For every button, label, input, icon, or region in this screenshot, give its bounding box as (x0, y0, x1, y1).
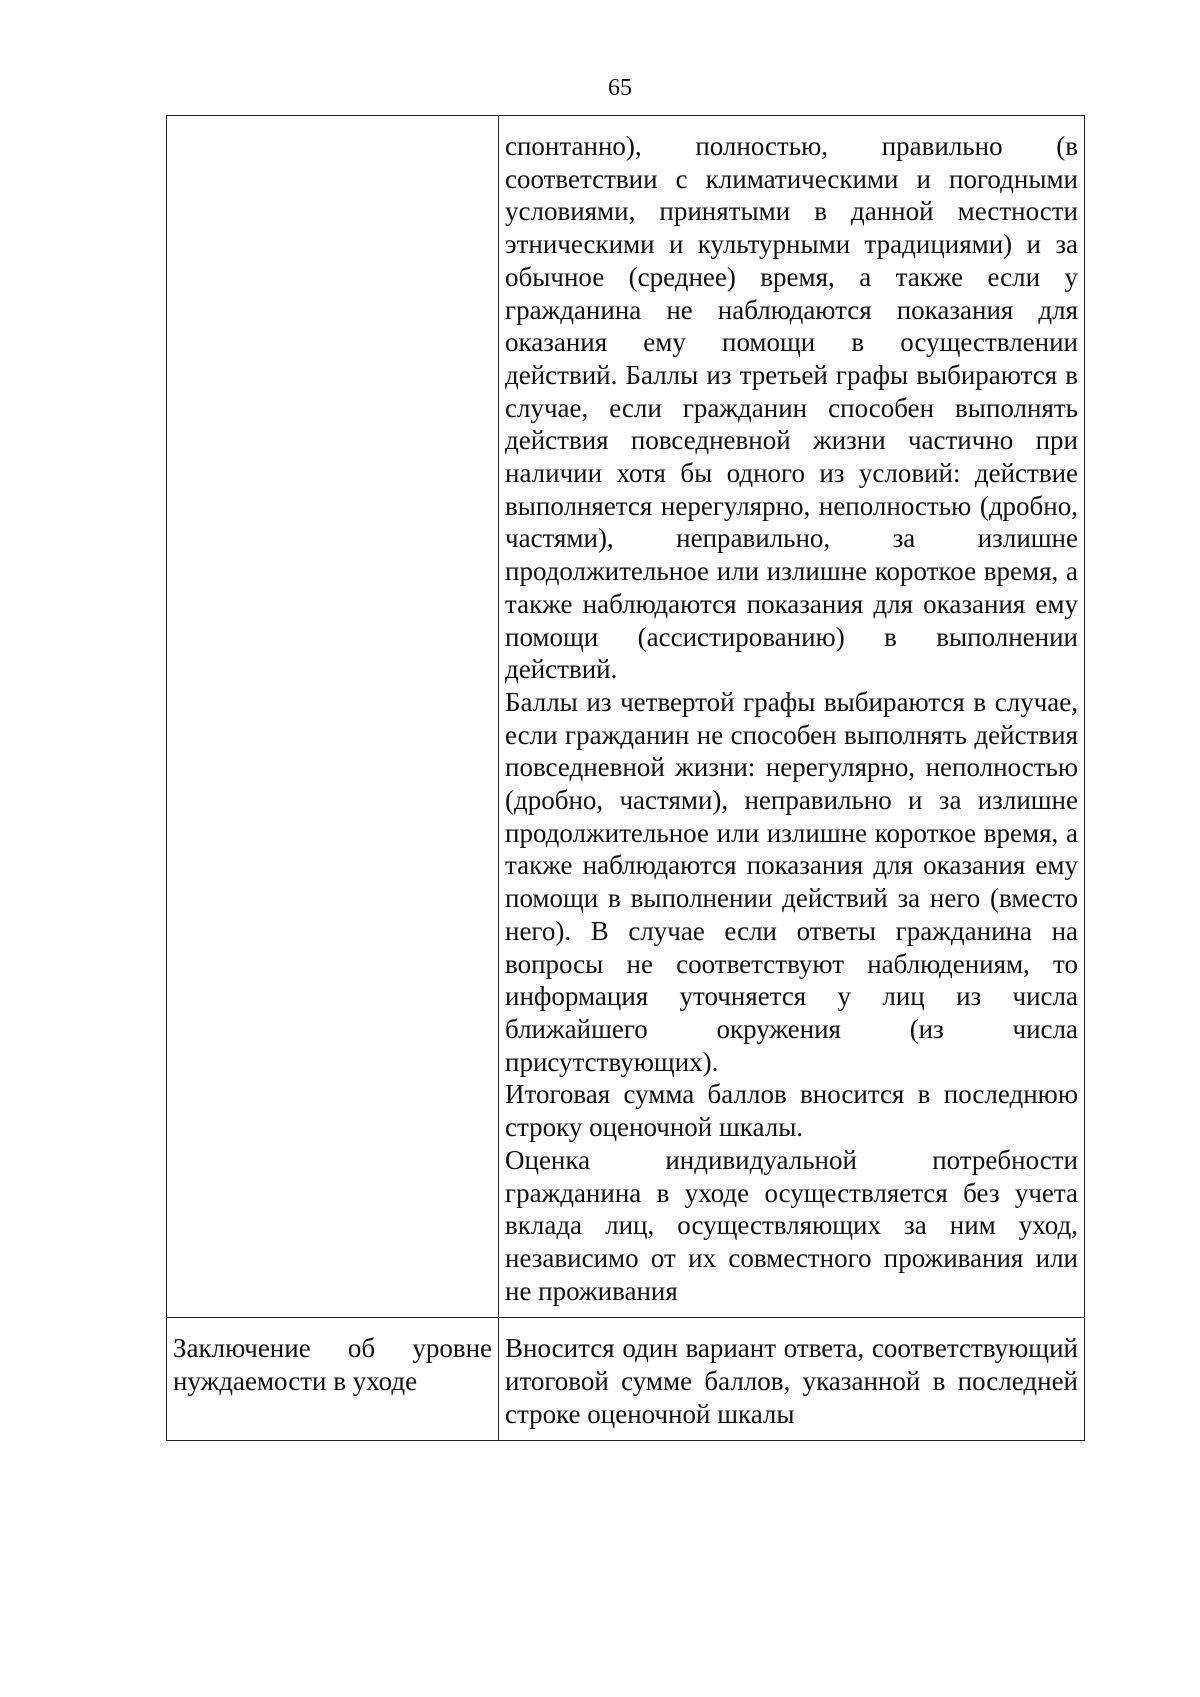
paragraph: Вносится один вариант ответа, соответствующий итоговой сумме баллов, указанной в последней строке оценочной шкалы (505, 1333, 1078, 1429)
paragraph: Оценка индивидуальной потребности гражданина в уходе осуществляется без учета вклада лиц, осуществляющих за ним уход, независимо от их совместного проживания или не проживания (505, 1144, 1078, 1306)
table-cell-right (499, 1318, 1085, 1441)
table-cell-left: Заключение об уровне нуждаемости в уходе (167, 1318, 499, 1441)
paragraph: Баллы из четвертой графы выбираются в случае, если гражданин не способен выполнять действия повседневной жизни: нерегулярно, неполностью (дробно, частями), неправильно и за излишне продолжительное или излишне короткое время, а также наблюдаются показания для оказания ему помощи в выполнении действий за него (вместо него). В случае если ответы гражданина на вопросы не соответствуют наблюдениям, то информация уточняется у лиц из числа ближайшего окружения (из числа присутствующих). (505, 686, 1078, 1077)
paragraph: Итоговая сумма баллов вносится в последнюю строку оценочной шкалы. (505, 1079, 1078, 1143)
paragraph: спонтанно), полностью, правильно (в соответствии с климатическими и погодными условиями, принятыми в данной местности этническими и культурными традициями) и за обычное (среднее) время, а также если у гражданина не наблюдаются показания для оказания ему помощи в осуществлении действий. Баллы из третьей графы выбираются в случае, если гражданин способен выполнять действия повседневной жизни частично при наличии хотя бы одного из условий: действие выполняется нерегулярно, неполностью (дробно, частями), неправильно, за излишне продолжительное или излишне короткое время, а также наблюдаются показания для оказания ему помощи (ассистированию) в выполнении действий. (505, 131, 1078, 685)
table-cell-left (167, 116, 499, 1318)
table-cell-right (499, 116, 1085, 1318)
table-row (167, 1318, 1085, 1441)
table-row (167, 116, 1085, 1318)
page-number: 65 (608, 75, 632, 101)
assessment-table (166, 115, 1085, 1441)
